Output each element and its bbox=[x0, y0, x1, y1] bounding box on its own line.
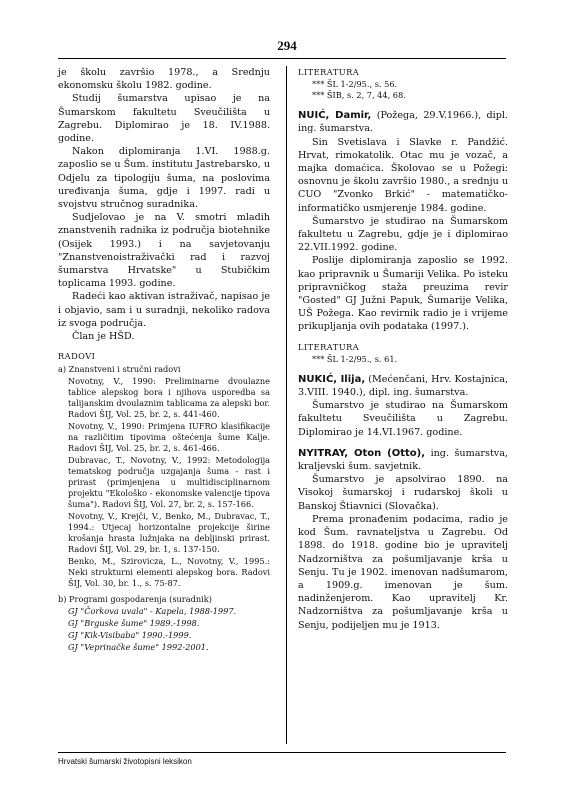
literatura-header: LITERATURA bbox=[298, 341, 360, 352]
left-column bbox=[58, 66, 270, 653]
page-number: 294 bbox=[277, 38, 297, 53]
publication-item: Benko, M., Szirovicza, L., Novotny, V., 1995.: Neki strukturni elementi alepskog bora. Radovi ŠIJ, Vol. 30, br. 1., s. 75-87. bbox=[68, 556, 270, 589]
publication-item: Novotny, V., 1990: Primjena IUFRO klasifikacije na različitim tipovima oštećenja šume Kalje. Radovi ŠIJ, Vol. 25, br. 2, s. 461-466. bbox=[68, 421, 270, 454]
radovi-header: RADOVI bbox=[58, 351, 96, 362]
publication-item: Dubravac, T., Novotny, V., 1992: Metodologija tematskog područja uzgajanja šuma - rast i prirast (primjenjena u multidisciplinarnom projektu "Ekološko - ekonomske valencije tipova šuma"). Radovi ŠIJ, Vol. 27, br. 2, s. 157-166. bbox=[68, 455, 270, 510]
paragraph: Studij šumarstva upisao je na Šumarskom fakultetu Sveučilišta u Zagrebu. Diplomirao je 18. IV.1988. godine. bbox=[58, 93, 270, 145]
entry-intro: (Mećenčani, Hrv. Kostajnica, 3.VIII. 1940.), dipl. ing. šumarstva. bbox=[298, 373, 508, 399]
literature-item: *** ŠL 1-2/95., s. 61. bbox=[312, 353, 398, 364]
literature-item: *** ŠL 1-2/95., s. 56. bbox=[312, 79, 398, 90]
program-item: GJ "Čorkova uvala" - Kapela, 1988-1997. bbox=[68, 606, 237, 617]
paragraph: Prema pronađenim podacima, radio je kod Šum. ravnateljstva u Zagrebu. Od 1898. do 1918. godine bio je upravitelj Nadzorništva za pošumljavanje krša u Senju. Tu je 1902. imenovan nadšumarom, a 1909.g. imenovan je šum. nadinženjerom. Kao upravitelj Kr. Nadzorništva za pošumljavanje krša u Senju, podijeljen mu je 1913. bbox=[298, 513, 508, 631]
literature-list bbox=[298, 79, 508, 101]
entry-name: NUKIĆ, Ilija, bbox=[298, 373, 366, 385]
column-divider bbox=[286, 66, 287, 744]
program-item: GJ "Brguske šume" 1989.-1998. bbox=[68, 618, 200, 629]
paragraph: Radeći kao aktivan istraživač, napisao je i objavio, sam i u suradnji, nekoliko radova iz svoga područja. bbox=[58, 291, 270, 329]
literature-item: *** ŠIB, s. 2, 7, 44, 68. bbox=[312, 90, 406, 101]
footer-text: Hrvatski šumarski životopisni leksikon bbox=[58, 757, 192, 766]
paragraph: Član je HŠD. bbox=[72, 331, 135, 343]
entry-intro: ing. šumarstva, kraljevski šum. savjetnik. bbox=[298, 447, 508, 473]
entry-name: NYITRAY, Oton (Otto), bbox=[298, 447, 426, 459]
paragraph: Sudjelovao je na V. smotri mladih znanstvenih radnika iz područja biotehnike (Osijek 1993.) i na savjetovanju "Znanstvenoistraživački rad i razvoj šumarstva Hrvatske" u Stubičkim toplicama 1993. godine. bbox=[58, 212, 270, 290]
literature-list bbox=[298, 354, 508, 365]
publication-list bbox=[58, 364, 270, 653]
paragraph: Šumarstvo je studirao na Šumarskom fakultetu Sveučilišta u Zagrebu. Diplomirao je 14.VI.1967. godine. bbox=[298, 400, 508, 438]
paragraph: Nakon diplomiranja 1.VI. 1988.g. zaposlio se u Šum. institutu Jastrebarsko, u Odjelu za tipologiju šuma, na poslovima uređivanja šuma, gdje i 1997. radi u svojstvu stručnog suradnika. bbox=[58, 146, 270, 211]
entry-intro: (Požega, 29.V.1966.), dipl. ing. šumarstva. bbox=[298, 110, 508, 135]
paragraph: Sin Svetislava i Slavke r. Pandžić. Hrvat, rimokatolik. Otac mu je vozač, a majka domaćica. Školovao se u Požegi: osnovnu je školu završio 1980., a srednju u CUO "Zvonko Brkić" - matematičko-informatičko usmjerenje 1984. godine. bbox=[298, 136, 508, 214]
paragraph: Poslije diplomiranja zaposlio se 1992. kao pripravnik u Šumariji Velika. Po isteku pripravničkog staža preuzima revir "Gosted" GJ Južni Papuk, Šumarije Velika, UŠ Požega. Kao revirnik radio je i vrijeme prikupljanja ovih podataka (1997.). bbox=[298, 255, 508, 333]
literatura-header: LITERATURA bbox=[298, 67, 360, 77]
paragraph: Šumarstvo je apsolvirao 1890. na Visokoj šumarskoj i rudarskoj školi u Banskoj Štiavnici (Slovačka). bbox=[298, 474, 508, 512]
footer-rule bbox=[58, 752, 506, 753]
section-heading: a) Znanstveni i stručni radovi bbox=[58, 364, 181, 375]
publication-item: Novotny, V., Krejči, V., Benko, M., Dubravac, T., 1994.: Utjecaj horizontalne projekcije širine krošanja hrasta lužnjaka na debljinski prirast. Radovi ŠIJ, Vol. 29, br. 1, s. 137-150. bbox=[68, 511, 270, 555]
paragraph: je školu završio 1978., a Srednju ekonomsku školu 1982. godine. bbox=[58, 67, 270, 92]
paragraph: Šumarstvo je studirao na Šumarskom fakultetu u Zagrebu, gdje je i diplomirao 22.VII.1992. godine. bbox=[298, 215, 508, 254]
header-rule bbox=[58, 58, 506, 59]
entry-name: NUIĆ, Damir, bbox=[298, 110, 372, 122]
entry-nuic bbox=[298, 109, 508, 333]
right-column bbox=[298, 66, 508, 632]
publication-item: Novotny, V., 1990: Preliminarne dvoulazne tablice alepskog bora i njihova usporedba sa talijanskim dvoulaznim tablicama za alepski bor. Radovi ŠIJ, Vol. 25, br. 2, s. 441-460. bbox=[68, 376, 270, 420]
entry-nyitray bbox=[298, 447, 508, 632]
program-item: GJ "Kik-Visibaba" 1990.-1999. bbox=[68, 630, 192, 641]
program-item: GJ "Veprinačke šume" 1992-2001. bbox=[68, 642, 209, 653]
section-heading: b) Programi gospodarenja (suradnik) bbox=[58, 594, 212, 605]
entry-nukic bbox=[298, 373, 508, 439]
